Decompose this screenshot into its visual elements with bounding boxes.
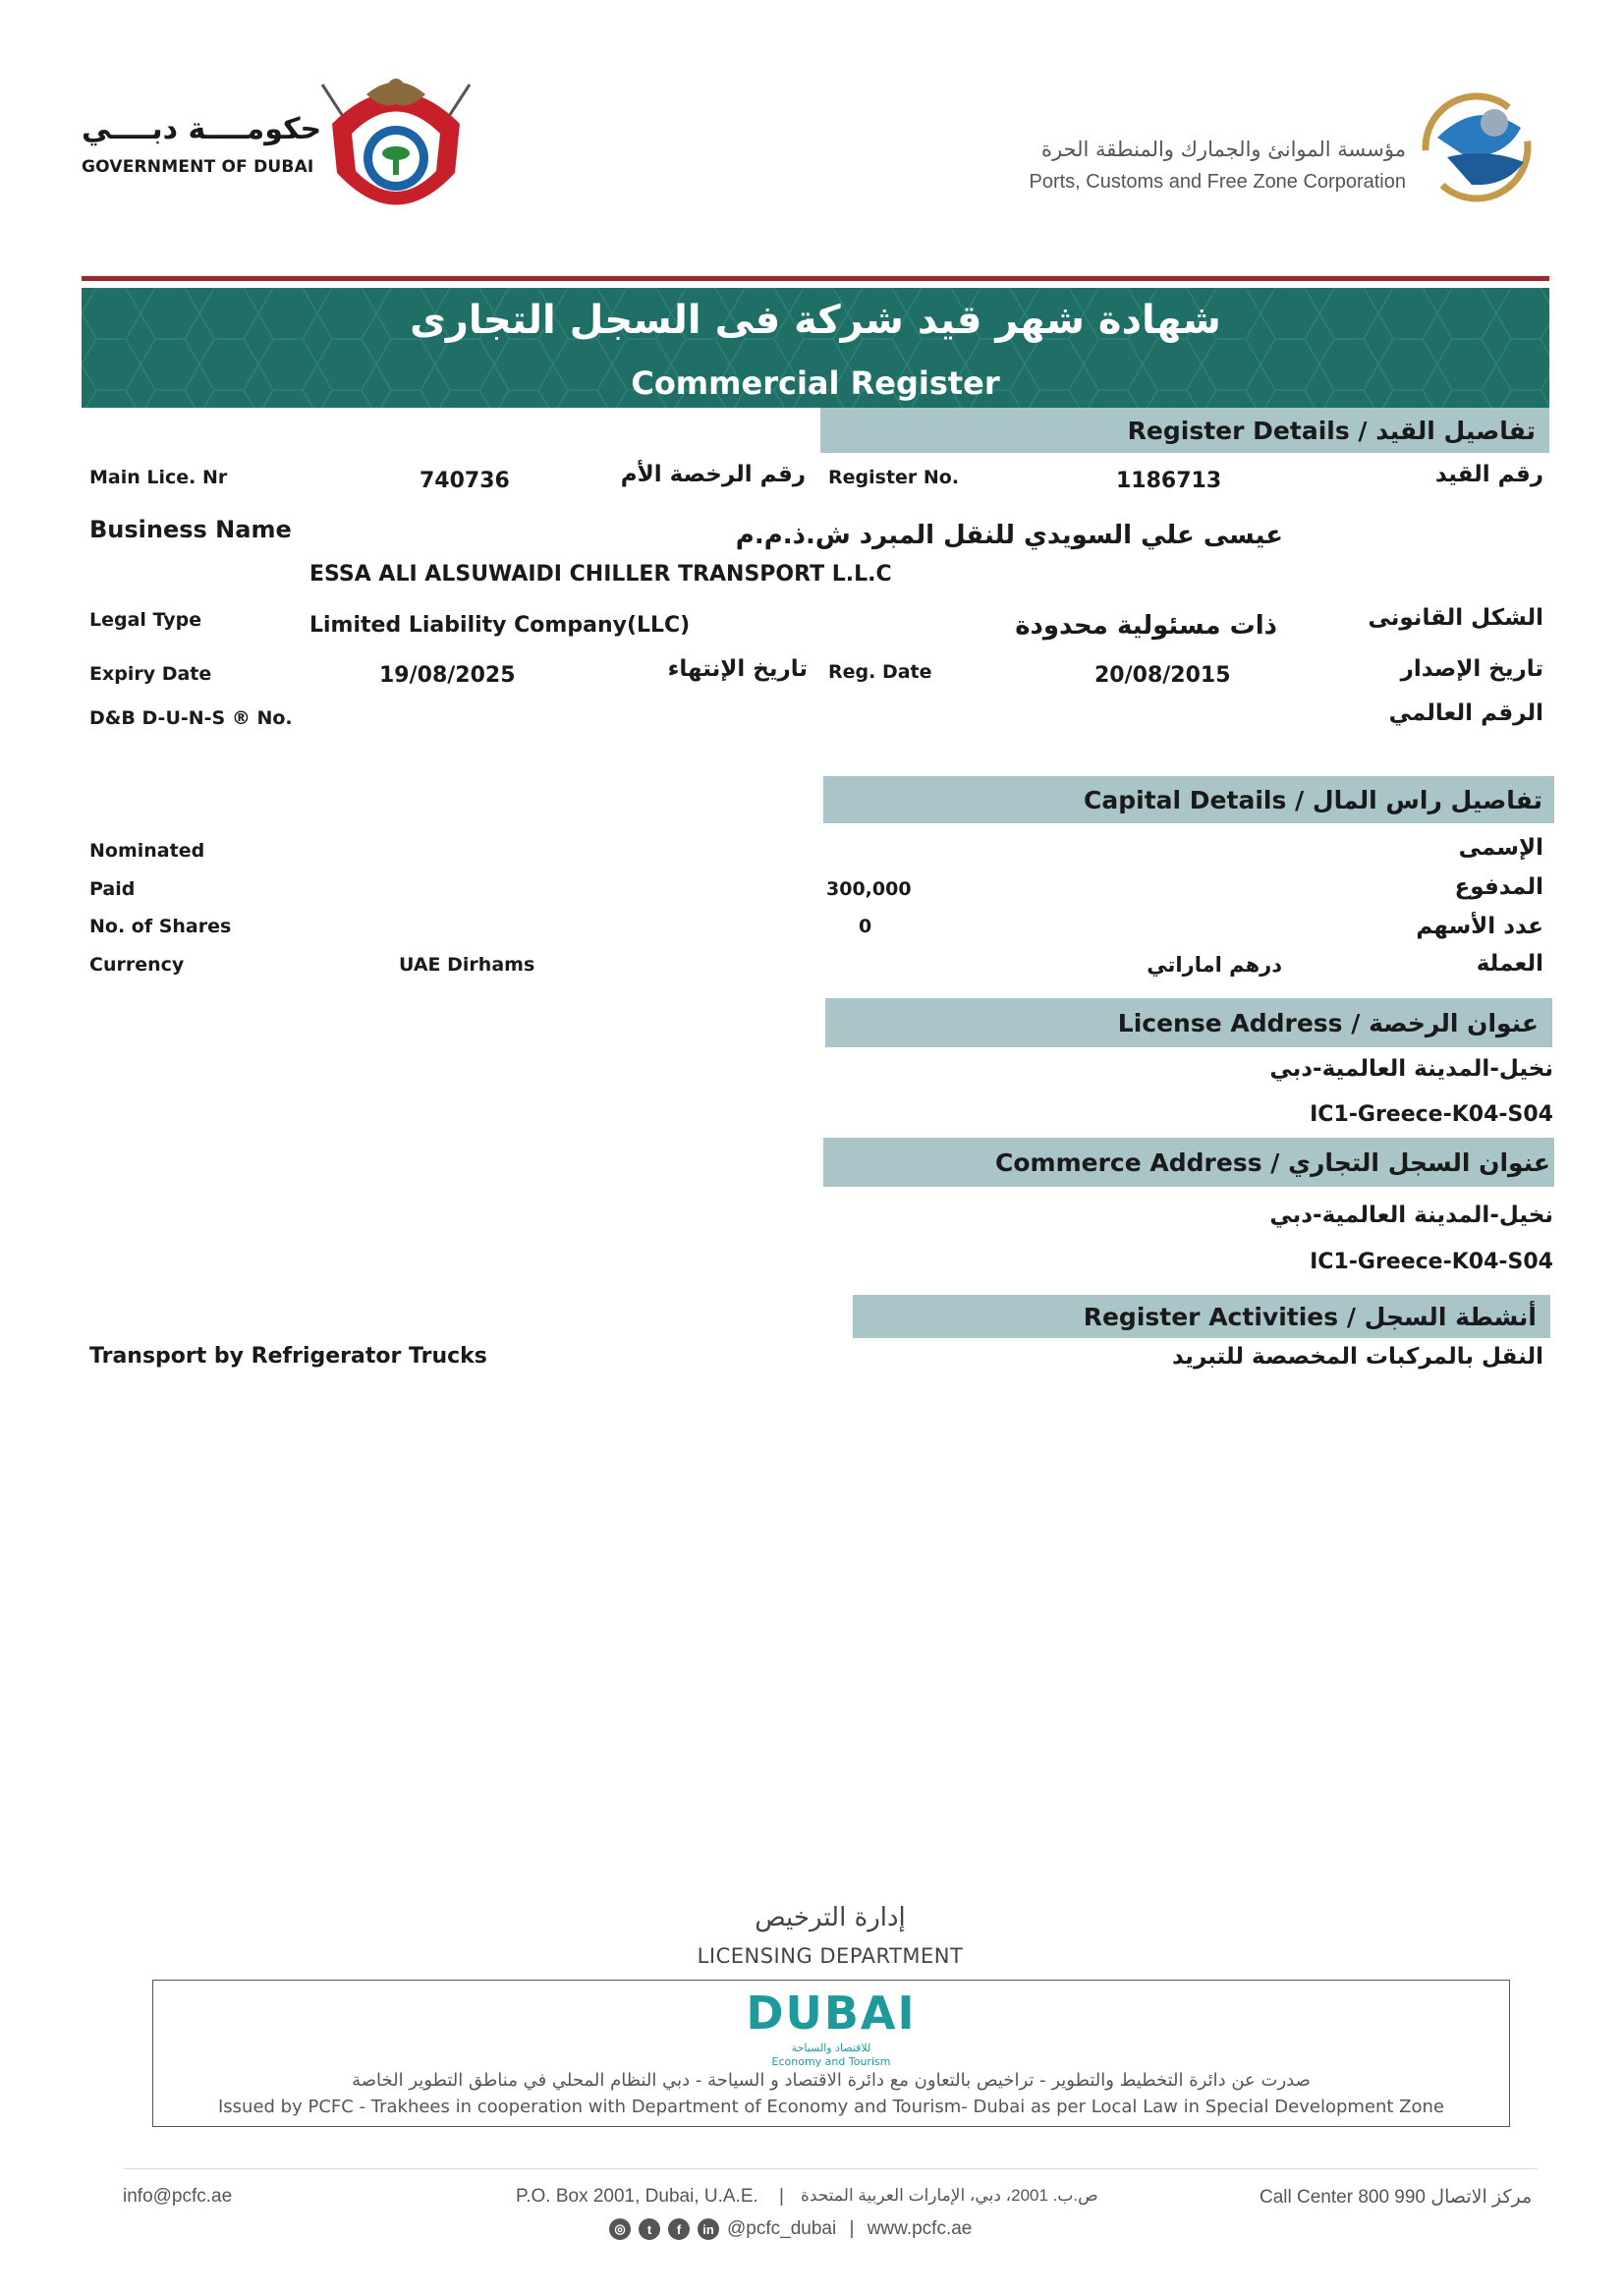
main-lice-value: 740736 xyxy=(420,469,510,493)
dubai-economy-logo-sub-english: Economy and Tourism xyxy=(771,2055,891,2068)
instagram-icon[interactable]: ◎ xyxy=(609,2218,631,2240)
legal-type-value: Limited Liability Company(LLC) xyxy=(309,613,691,638)
register-no-label-arabic: رقم القيد xyxy=(1434,462,1543,487)
register-activities-heading: Register Activities / أنشطة السجل xyxy=(853,1295,1550,1338)
issuer-box xyxy=(152,1980,1510,2127)
pcfc-name-arabic: مؤسسة الموانئ والجمارك والمنطقة الحرة xyxy=(1040,138,1406,161)
paid-label: Paid xyxy=(89,878,136,900)
currency-label-arabic: العملة xyxy=(1476,951,1543,977)
license-address-heading: License Address / عنوان الرخصة xyxy=(825,998,1552,1047)
title-banner xyxy=(82,288,1549,408)
dubai-emblem-icon xyxy=(312,65,479,228)
government-of-dubai-arabic: حكومــــة دبــــي xyxy=(82,112,322,146)
reg-date-label: Reg. Date xyxy=(828,661,932,683)
paid-label-arabic: المدفوع xyxy=(1454,874,1543,900)
twitter-icon[interactable]: t xyxy=(639,2218,660,2240)
commerce-address-heading: Commerce Address / عنوان السجل التجاري xyxy=(823,1138,1554,1187)
activity-english: Transport by Refrigerator Trucks xyxy=(89,1344,487,1369)
license-address-line1: نخيل-المدينة العالمية-دبي xyxy=(1269,1056,1553,1082)
social-links xyxy=(609,2218,972,2240)
pcfc-logo-icon xyxy=(1418,88,1536,204)
footer-divider xyxy=(123,2168,1538,2169)
shares-label: No. of Shares xyxy=(89,916,232,937)
linkedin-icon[interactable]: in xyxy=(698,2218,719,2240)
licensing-department-arabic: إدارة الترخيص xyxy=(755,1903,906,1932)
commerce-address-line2: IC1-Greece-K04-S04 xyxy=(1310,1250,1553,1274)
nominated-label: Nominated xyxy=(89,840,205,862)
activity-arabic: النقل بالمركبات المخصصة للتبريد xyxy=(1172,1344,1543,1370)
currency-label: Currency xyxy=(89,954,185,976)
website-link[interactable]: www.pcfc.ae xyxy=(867,2218,973,2239)
expiry-date-label-arabic: تاريخ الإنتهاء xyxy=(667,656,808,682)
call-center: Call Center 800 990 مركز الاتصال xyxy=(1260,2187,1533,2208)
main-lice-label-arabic: رقم الرخصة الأم xyxy=(620,462,806,487)
currency-value: UAE Dirhams xyxy=(399,954,535,976)
license-address-line2: IC1-Greece-K04-S04 xyxy=(1310,1102,1553,1127)
email-link[interactable]: info@pcfc.ae xyxy=(123,2186,233,2207)
register-no-label: Register No. xyxy=(828,467,960,488)
main-lice-label: Main Lice. Nr xyxy=(89,467,228,488)
capital-details-heading: Capital Details / تفاصيل راس المال xyxy=(823,776,1554,823)
footer-separator-2: | xyxy=(844,2218,860,2239)
legal-type-label-arabic: الشكل القانونى xyxy=(1368,605,1543,631)
business-name-arabic: عيسى علي السويدي للنقل المبرد ش.ذ.م.م xyxy=(735,521,1283,550)
po-box-arabic: ص.ب. 2001، دبي، الإمارات العربية المتحدة xyxy=(801,2186,1098,2205)
business-name-english: ESSA ALI ALSUWAIDI CHILLER TRANSPORT L.L.C xyxy=(309,562,892,587)
issued-by-arabic: صدرت عن دائرة التخطيط والتطوير - تراخيص بالتعاون مع دائرة الاقتصاد و السياحة - دبي النظام المحلي في مناطق التطوير الخاصة xyxy=(352,2070,1311,2091)
social-handle[interactable]: @pcfc_dubai xyxy=(727,2218,837,2239)
reg-date-value: 20/08/2015 xyxy=(1094,663,1231,688)
register-details-heading: Register Details / تفاصيل القيد xyxy=(820,408,1549,453)
facebook-icon[interactable]: f xyxy=(668,2218,690,2240)
legal-type-value-arabic: ذات مسئولية محدودة xyxy=(1015,611,1277,641)
dubai-economy-logo-sub-arabic: للاقتصاد والسياحة xyxy=(791,2042,871,2054)
nominated-label-arabic: الإسمى xyxy=(1458,835,1543,861)
currency-value-arabic: درهم اماراتي xyxy=(1147,953,1282,977)
duns-label-arabic: الرقم العالمي xyxy=(1388,700,1543,726)
government-of-dubai-label: GOVERNMENT OF DUBAI xyxy=(82,157,314,177)
expiry-date-label: Expiry Date xyxy=(89,663,212,685)
pcfc-name-english: Ports, Customs and Free Zone Corporation xyxy=(1029,171,1406,193)
reg-date-label-arabic: تاريخ الإصدار xyxy=(1400,656,1543,682)
header-divider xyxy=(82,276,1549,281)
shares-label-arabic: عدد الأسهم xyxy=(1416,914,1543,939)
dubai-economy-logo: DUBAI xyxy=(746,1987,917,2040)
shares-value: 0 xyxy=(859,916,872,937)
po-box-english: P.O. Box 2001, Dubai, U.A.E. xyxy=(516,2186,758,2207)
register-no-value: 1186713 xyxy=(1116,469,1222,493)
legal-type-label: Legal Type xyxy=(89,609,202,631)
banner-title-english: Commercial Register xyxy=(631,364,1000,402)
paid-value: 300,000 xyxy=(826,878,912,900)
commerce-address-line1: نخيل-المدينة العالمية-دبي xyxy=(1269,1203,1553,1228)
footer-separator: | xyxy=(779,2186,784,2207)
duns-label: D&B D-U-N-S ® No. xyxy=(89,707,293,729)
expiry-date-value: 19/08/2025 xyxy=(379,663,516,688)
issued-by-english: Issued by PCFC - Trakhees in cooperation with Department of Economy and Tourism- Dubai as per Local Law in Special Development Zone xyxy=(217,2097,1445,2117)
business-name-label: Business Name xyxy=(89,516,292,543)
banner-title-arabic: شهادة شهر قيد شركة فى السجل التجارى xyxy=(410,298,1221,343)
licensing-department-label: LICENSING DEPARTMENT xyxy=(697,1944,964,1968)
